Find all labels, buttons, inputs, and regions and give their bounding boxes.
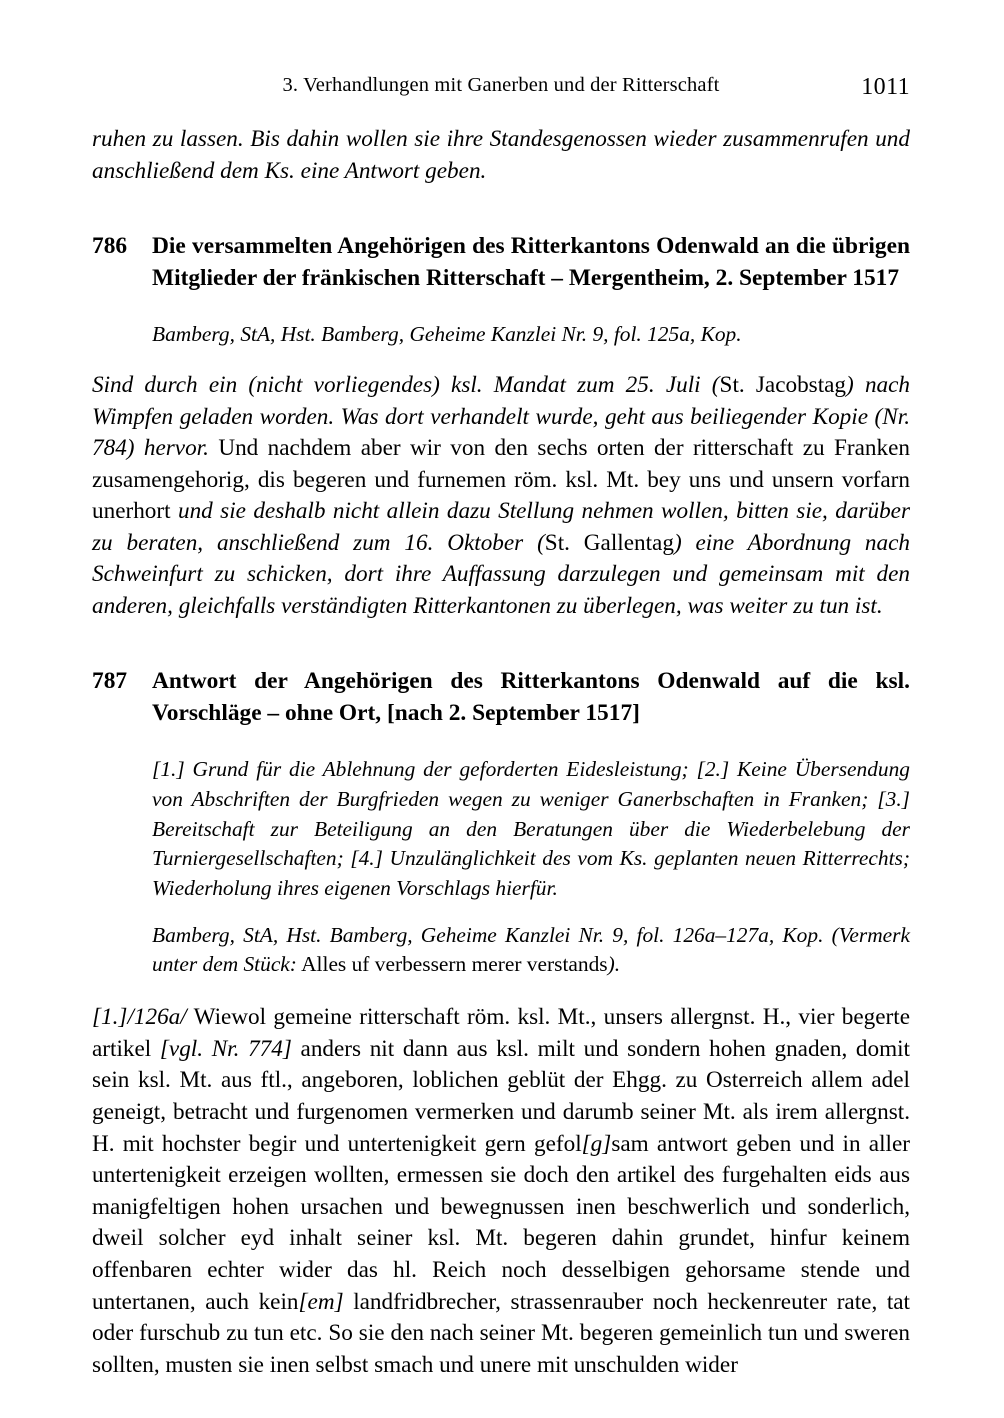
entry-source-786: Bamberg, StA, Hst. Bamberg, Geheime Kanzlei Nr. 9, fol. 125a, Kop. [152, 322, 742, 346]
entry-number-786: 786 [92, 233, 128, 259]
entry-title-787: Antwort der Angehörigen des Ritterkantons Odenwald auf die ksl. Vorschläge – ohne Ort, [nach 2. September 1517] [152, 668, 910, 726]
entry-number-787: 787 [92, 668, 128, 695]
entry-body-787 [92, 1002, 910, 1381]
source-citation-end: ). [607, 951, 621, 976]
saint-day-gallentag: St. Gallentag [544, 529, 674, 556]
saint-day-jacobstag: St. Jacobstag [719, 372, 847, 399]
folio-marker: /126a/ [127, 1004, 187, 1031]
entry-title-786: Die versammelten Angehörigen des Ritterkantons Odenwald an die übrigen Mitglieder der fränkischen Ritterschaft – Mergentheim, 2. September 1517 [152, 233, 910, 291]
entry-regest-787: [1.] Grund für die Ablehnung der geforderten Eidesleistung; [2.] Keine Übersendung von Abschriften der Burgfrieden wegen zu weniger Ganerbschaften in Franken; [3.] Bereitschaft zur Beteiligung an den Beratungen über die Wiederbelebung der Turniergesellschaften; [4.] Unzulänglichkeit des vom Ks. geplanten neuen Ritterrechts; Wiederholung ihres eigenen Vorschlags hierfür. [152, 757, 910, 900]
body-text-segment: landfridbrecher, strassenrauber noch heckenreuter rate, tat oder furschub zu tun etc. So sie den nach seiner Mt. begeren gemeinlich tun und sweren sollten, musten sie inen selbst smach und unere mit unschulden wider [92, 1288, 910, 1378]
entry-body-786 [92, 370, 910, 622]
editorial-insertion-em: [em] [298, 1288, 344, 1315]
entry-source-787 [152, 921, 910, 978]
editorial-insertion-g: [g] [581, 1130, 612, 1157]
quoted-source-text: Und nachdem aber wir von den sechs orten der ritterschaft zu Franken zusamengehorig, dis begeren und furnemen röm. ksl. Mt. bey uns und unsern vorfarn unerhort [92, 435, 911, 525]
body-text-segment: Wiewol gemeine ritterschaft röm. ksl. Mt., unsers allergnst. H., vier begerte artikel [92, 1004, 910, 1062]
regest-segment: und sie deshalb nicht allein dazu Stellung nehmen wollen, bitten sie, darüber zu beraten, anschließend zum 16. Oktober ( [92, 498, 910, 556]
section-marker: [1.] [92, 1004, 128, 1031]
running-head [92, 74, 910, 100]
regest-segment: Sind durch ein (nicht vorliegendes) ksl. Mandat zum 25. Juli ( [92, 372, 720, 399]
body-text-segment: anders nit dann aus ksl. milt und sondern hohen gnaden, domit sein ksl. Mt. aus ftl., angeboren, loblichen geblüt der Ehgg. zu Osterreich allem adel geneigt, betracht und furgenomen vermerken und darumb seiner Mt. als irem allergnst. H. mit hochster begir und untertenigkeit gern gefol [92, 1035, 911, 1157]
marginal-note-quote: Alles uf verbessern merer verstands [296, 951, 608, 976]
body-text-segment: sam antwort geben und in aller untertenigkeit erzeigen wollten, ermessen sie doch den artikel des furgehalten eids aus manigfeltigen hohen ursachen und bewegnussen inen beschwerlich und sonderlich, dweil solcher eyd inhalt seiner ksl. Mt. begeren dahin grundet, hinfur keinem offenbaren echter wider das hl. Reich noch desselbigen gehorsame stende und untertanen, auch kein [92, 1130, 910, 1315]
cross-reference-note: [vgl. Nr. 774] [159, 1035, 292, 1062]
entry-heading-787 [92, 666, 910, 729]
chapter-title: 3. Verhandlungen mit Ganerben und der Ritterschaft [282, 74, 720, 96]
page-number: 1011 [861, 74, 910, 100]
regest-segment: ) nach Wimpfen geladen worden. Was dort verhandelt wurde, geht aus beiliegender Kopie (Nr. 784) hervor. [92, 372, 911, 462]
continued-paragraph: ruhen zu lassen. Bis dahin wollen sie ihre Standesgenossen wieder zusammenrufen und anschließend dem Ks. eine Antwort geben. [92, 126, 910, 184]
source-citation: Bamberg, StA, Hst. Bamberg, Geheime Kanzlei Nr. 9, fol. 126a–127a, Kop. (Vermerk unter dem Stück: [152, 923, 910, 976]
text-column [92, 124, 910, 1381]
entry-heading-786 [92, 231, 910, 294]
regest-segment: ) eine Abordnung nach Schweinfurt zu schicken, dort ihre Auffassung darzulegen und gemeinsam mit den anderen, gleichfalls verständigten Ritterkantonen zu überlegen, was weiter zu tun ist. [92, 529, 910, 619]
